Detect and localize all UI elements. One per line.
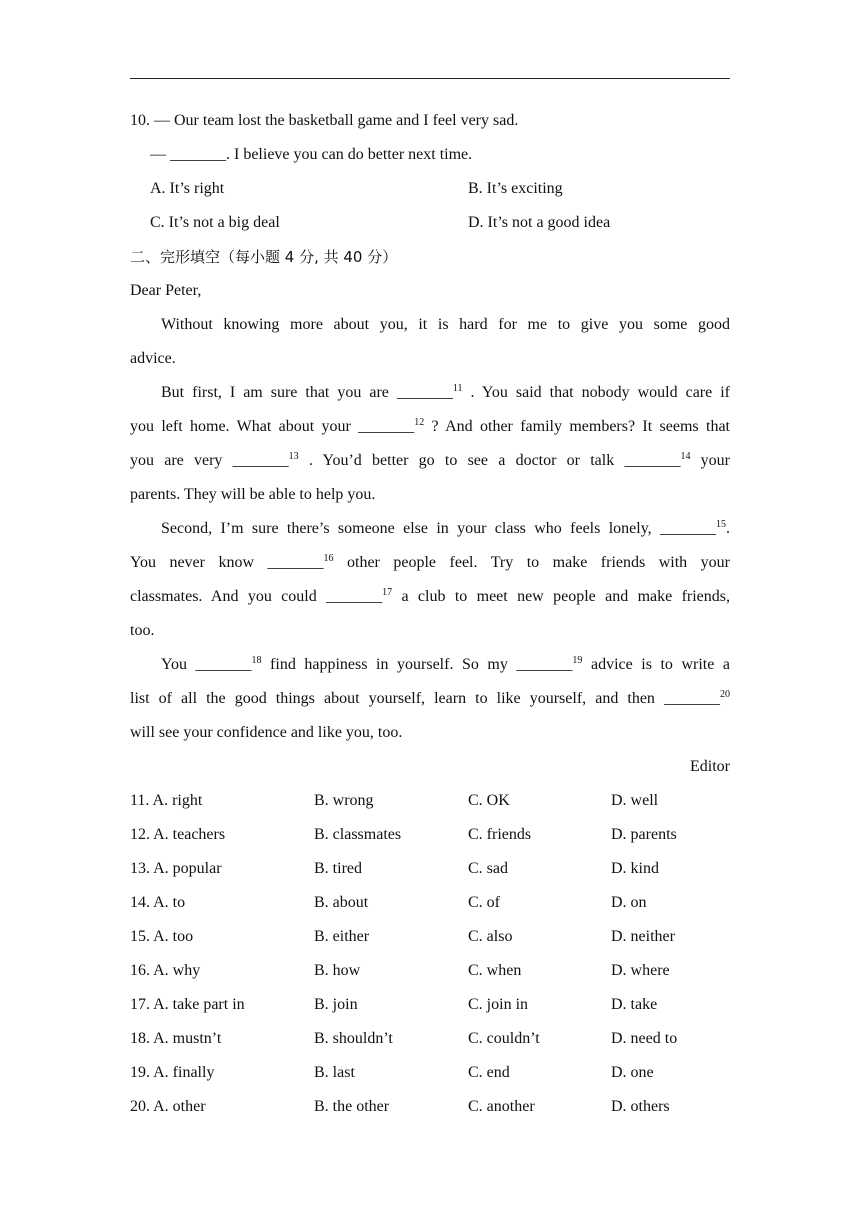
choice-a: 12. A. teachers — [130, 826, 226, 843]
choice-a: 14. A. to — [130, 894, 186, 911]
choice-d: D. kind — [611, 860, 659, 877]
blank-number: 19 — [572, 655, 583, 666]
choice-c: C. another — [468, 1098, 535, 1115]
text: But first, I am sure that you are _______ — [161, 384, 453, 401]
choice-b: B. either — [314, 928, 370, 945]
answer-row-18 — [130, 1022, 730, 1056]
blank-number: 20 — [720, 689, 730, 700]
paragraph-4-line-3: will see your confidence and like you, too. — [130, 724, 403, 741]
text: ? And other family members? It seems that — [424, 418, 730, 435]
choice-c: C. couldn’t — [468, 1030, 540, 1047]
answer-row-13 — [130, 852, 730, 886]
text: advice is to write a — [582, 656, 730, 673]
choice-a: 18. A. mustn’t — [130, 1030, 222, 1047]
choice-d: D. others — [611, 1098, 670, 1115]
answer-row-16 — [130, 954, 730, 988]
paragraph-2-line-1 — [130, 376, 730, 410]
blank-number: 17 — [382, 587, 393, 598]
choice-b: B. wrong — [314, 792, 374, 809]
blank-number: 14 — [680, 451, 691, 462]
text: you are very _______ — [130, 452, 289, 469]
text: a club to meet new people and make friends, — [392, 588, 730, 605]
paragraph-1-line-1: Without knowing more about you, it is hard for me to give you some good — [161, 316, 730, 333]
paragraph-3-line-2 — [130, 546, 730, 580]
blank-number: 15 — [716, 519, 726, 530]
choice-b: B. the other — [314, 1098, 390, 1115]
choice-b: B. how — [314, 962, 361, 979]
option-c: C. It’s not a big deal — [150, 214, 280, 231]
answer-row-14 — [130, 886, 730, 920]
paragraph-2-line-2 — [130, 410, 730, 444]
paragraph-2-line-4: parents. They will be able to help you. — [130, 486, 376, 503]
question-10-prompt: 10. — Our team lost the basketball game and I feel very sad. — [130, 112, 519, 129]
paragraph-3-line-4: too. — [130, 622, 155, 639]
blank-number: 13 — [288, 451, 299, 462]
letter-signature: Editor — [690, 758, 730, 775]
letter-greeting: Dear Peter, — [130, 282, 202, 299]
choice-b: B. last — [314, 1064, 355, 1081]
answer-choices — [130, 784, 730, 1124]
choice-a: 16. A. why — [130, 962, 201, 979]
choice-b: B. about — [314, 894, 369, 911]
choice-a: 13. A. popular — [130, 860, 222, 877]
answer-row-12 — [130, 818, 730, 852]
choice-c: C. join in — [468, 996, 529, 1013]
choice-a: 20. A. other — [130, 1098, 206, 1115]
choice-a: 15. A. too — [130, 928, 194, 945]
option-b: B. It’s exciting — [468, 180, 563, 197]
text: classmates. And you could _______ — [130, 588, 383, 605]
choice-d: D. neither — [611, 928, 675, 945]
blank-number: 16 — [323, 553, 334, 564]
choice-b: B. join — [314, 996, 358, 1013]
page-content — [130, 104, 730, 1124]
answer-row-17 — [130, 988, 730, 1022]
choice-d: D. well — [611, 792, 659, 809]
blank-number: 18 — [251, 655, 262, 666]
choice-d: D. parents — [611, 826, 677, 843]
choice-c: C. of — [468, 894, 500, 911]
answer-row-15 — [130, 920, 730, 954]
choice-c: C. when — [468, 962, 522, 979]
choice-a: 19. A. finally — [130, 1064, 215, 1081]
option-a: A. It’s right — [150, 180, 225, 197]
choice-a: 11. A. right — [130, 792, 203, 809]
choice-b: B. shouldn’t — [314, 1030, 393, 1047]
text: . — [726, 520, 730, 537]
blank-number: 12 — [414, 417, 425, 428]
paragraph-3-line-3 — [130, 580, 730, 614]
text: You _______ — [161, 656, 252, 673]
choice-d: D. where — [611, 962, 670, 979]
choice-d: D. need to — [611, 1030, 678, 1047]
paragraph-4-line-2 — [130, 682, 730, 716]
choice-c: C. friends — [468, 826, 532, 843]
choice-d: D. on — [611, 894, 647, 911]
question-10-options-row-1 — [130, 172, 730, 206]
text: You never know _______ — [130, 554, 324, 571]
section-title: 二、完形填空（每小题 4 分, 共 40 分） — [130, 248, 398, 266]
text: . You said that nobody would care if — [462, 384, 730, 401]
answer-row-19 — [130, 1056, 730, 1090]
choice-c: C. also — [468, 928, 513, 945]
answer-row-11 — [130, 784, 730, 818]
text: find happiness in yourself. So my _______ — [261, 656, 573, 673]
text: your — [690, 452, 730, 469]
choice-c: C. OK — [468, 792, 510, 809]
text: Second, I’m sure there’s someone else in your class who feels lonely, _______ — [161, 520, 716, 537]
text: you left home. What about your _______ — [130, 418, 415, 435]
option-d: D. It’s not a good idea — [468, 214, 611, 231]
choice-b: B. tired — [314, 860, 362, 877]
choice-a: 17. A. take part in — [130, 996, 245, 1013]
header-rule — [130, 78, 730, 79]
question-10-reply: — _______. I believe you can do better next time. — [150, 146, 473, 163]
paragraph-3-line-1 — [130, 512, 730, 546]
paragraph-4-line-1 — [130, 648, 730, 682]
paragraph-1-line-2: advice. — [130, 350, 176, 367]
text: other people feel. Try to make friends with your — [333, 554, 730, 571]
text: . You’d better go to see a doctor or talk _______ — [298, 452, 681, 469]
choice-c: C. end — [468, 1064, 510, 1081]
choice-d: D. take — [611, 996, 658, 1013]
question-10-options-row-2 — [130, 206, 730, 240]
text: list of all the good things about yourself, learn to like yourself, and then _______ — [130, 690, 720, 707]
answer-row-20 — [130, 1090, 730, 1124]
paragraph-2-line-3 — [130, 444, 730, 478]
choice-c: C. sad — [468, 860, 508, 877]
choice-d: D. one — [611, 1064, 654, 1081]
blank-number: 11 — [452, 383, 463, 394]
choice-b: B. classmates — [314, 826, 402, 843]
